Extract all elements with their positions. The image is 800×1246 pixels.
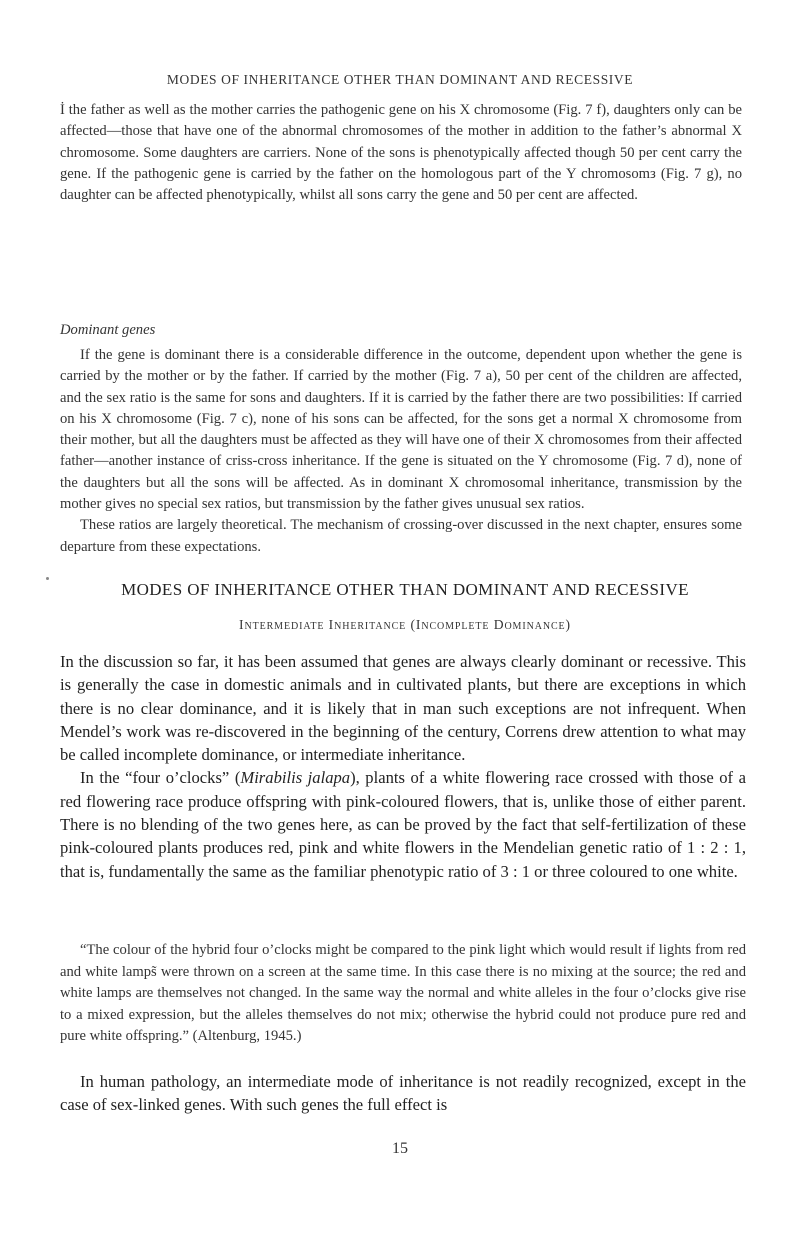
para2-rest: ), plants of a white flowering race crossed with those of a red flowering race produce offspring with pink-coloured flowers, that is, unlike those of either parent. There is no blending of the two genes here, as can be proved by the fact that self-fertilization of these pink-coloured plants produces red, pink and white flowers in the Mendelian genetic ratio of 1 : 2 : 1, that is, fundamentally the same as the familiar phenotypic ratio of 3 : 1 or three coloured to one white. [60, 768, 746, 881]
upper-paragraph-2: If the gene is dominant there is a considerable difference in the outcome, dependent upon whether the gene is carried by the mother or by the father. If carried by the mother (Fig. 7 a), 50 per cent of the children are affected, and the sex ratio is the same for sons and daughters. If it is carried by the father there are two possibilities: If carried on his X chromosome (Fig. 7 c), none of his sons can be affected, for the sons get a normal X chromosome from their mother, but all the daughters must be affected as they will have one of their X chromosomes from their affected father—another instance of criss-cross inheritance. If the gene is situated on the Y chromosome (Fig. 7 d), none of the daughters but all the sons will be affected. As in dominant X chromosomal inheritance, transmission by the mother gives no special sex ratios, but transmission by the father gives unusual sex ratios. [60, 347, 742, 513]
mirabilis-jalapa: Mirabilis jalapa [240, 768, 351, 788]
upper-paragraph-2-block [60, 345, 742, 558]
upper-paragraph-1-block [60, 100, 742, 206]
section-title: MODES OF INHERITANCE OTHER THAN DOMINANT AND RECESSIVE [121, 580, 689, 599]
section-subtitle: Intermediate Inheritance (Incomplete Dominance) [239, 617, 571, 632]
lower-paragraph-3-block [60, 1070, 746, 1117]
lower-paragraphs-block [60, 650, 746, 883]
lower-paragraph-3: In human pathology, an intermediate mode of inheritance is not readily recognized, except in the case of sex-linked genes. With such genes the full effect is [60, 1072, 746, 1115]
upper-paragraph-1: İ the father as well as the mother carries the pathogenic gene on his X chromosome (Fig. 7 f), daughters only can be affected—those that have one of the abnormal chromosomes of the mother in addition to the father’s abnormal X chromosome. Some daughters are carriers. None of the sons is phenotypically affected though 50 per cent carry the gene. If the pathogenic gene is carried by the father on the homologous part of the Y chromosomз (Fig. 7 g), no daughter can be affected phenotypically, whilst all sons carry the gene and 50 per cent are affected. [60, 102, 742, 204]
running-head: MODES OF INHERITANCE OTHER THAN DOMINANT AND RECESSIVE [166, 72, 634, 87]
dominant-genes-subhead: Dominant genes [60, 322, 156, 338]
lower-paragraph-2 [60, 766, 746, 882]
page-number: 15 [392, 1140, 408, 1157]
print-speck [46, 577, 49, 580]
para2-lead: In the “four o’clocks” ( [80, 768, 241, 788]
altenburg-quote: “The colour of the hybrid four o’clocks might be compared to the pink light which would result if lights from red and white lamps̃ were thrown on a screen at the same time. In this case there is no mixing at the source; the red and white lamps are themselves not changed. In the same way the normal and white alleles in the four o’clocks give rise to a mixed expression, but the alleles themselves do not mix; otherwise the hybrid could not produce pure red and pure white offspring.” (Altenburg, 1945.) [60, 942, 746, 1045]
lower-paragraph-1: In the discussion so far, it has been assumed that genes are always clearly dominant or recessive. This is generally the case in domestic animals and in cultivated plants, but there are exceptions in which there is no clear dominance, and it is likely that in man such exceptions are not infrequent. When Mendel’s work was re-discovered in the beginning of the century, Correns drew attention to what may be called incomplete dominance, or intermediate inheritance. [60, 652, 746, 765]
upper-paragraph-3: These ratios are largely theoretical. The mechanism of crossing-over discussed in the next chapter, ensures some departure from these expectations. [60, 517, 742, 555]
altenburg-quote-block [60, 940, 746, 1048]
